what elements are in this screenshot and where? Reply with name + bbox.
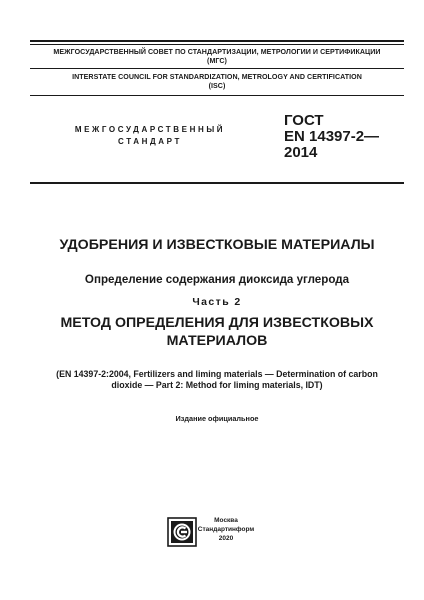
method-title — [30, 314, 404, 350]
council-ru-line2: (МГС) — [207, 57, 227, 65]
council-en-name — [30, 73, 404, 91]
publisher-year: 2020 — [218, 535, 234, 542]
council-en-line2: (ISC) — [208, 82, 226, 90]
en-reference-line1: (EN 14397-2:2004, Fertilizers and liming materials — Determination of carbon — [56, 369, 378, 379]
gost-line1: ГОСТ — [284, 112, 324, 129]
header-bottom-rule — [30, 95, 404, 96]
interstate-label-line1: МЕЖГОСУДАРСТВЕННЫЙ — [74, 125, 226, 134]
council-en-line1: INTERSTATE COUNCIL FOR STANDARDIZATION, METROLOGY AND CERTIFICATION — [72, 73, 362, 81]
gost-line2: EN 14397-2— — [284, 128, 380, 145]
interstate-label-line2: СТАНДАРТ — [118, 137, 182, 146]
en-reference — [30, 369, 404, 391]
council-ru-line1: МЕЖГОСУДАРСТВЕННЫЙ СОВЕТ ПО СТАНДАРТИЗАЦИИ, МЕТРОЛОГИИ И СЕРТИФИКАЦИИ — [53, 48, 381, 56]
method-title-line1: МЕТОД ОПРЕДЕЛЕНИЯ ДЛЯ ИЗВЕСТКОВЫХ — [60, 315, 374, 331]
publisher-info — [196, 516, 256, 543]
method-title-line2: МАТЕРИАЛОВ — [166, 333, 268, 349]
standartinform-logo-icon — [167, 517, 197, 547]
document-part: Часть 2 — [192, 296, 242, 308]
gost-line3: 2014 — [284, 144, 318, 161]
document-subtitle: Определение содержания диоксида углерода — [84, 273, 350, 286]
gost-designation — [284, 113, 404, 161]
designation-bottom-rule — [30, 182, 404, 184]
top-rule-thick — [30, 40, 404, 42]
document-main-title: УДОБРЕНИЯ И ИЗВЕСТКОВЫЕ МАТЕРИАЛЫ — [59, 237, 375, 253]
council-separator-rule — [30, 68, 404, 69]
interstate-standard-label — [50, 124, 250, 148]
edition-label: Издание официальное — [175, 414, 259, 423]
publisher-name: Стандартинформ — [197, 526, 255, 533]
en-reference-line2: dioxide — Part 2: Method for liming materials, IDT) — [111, 380, 323, 390]
top-rule-thin — [30, 44, 404, 45]
publisher-city: Москва — [214, 517, 238, 524]
council-ru-name — [30, 48, 404, 66]
